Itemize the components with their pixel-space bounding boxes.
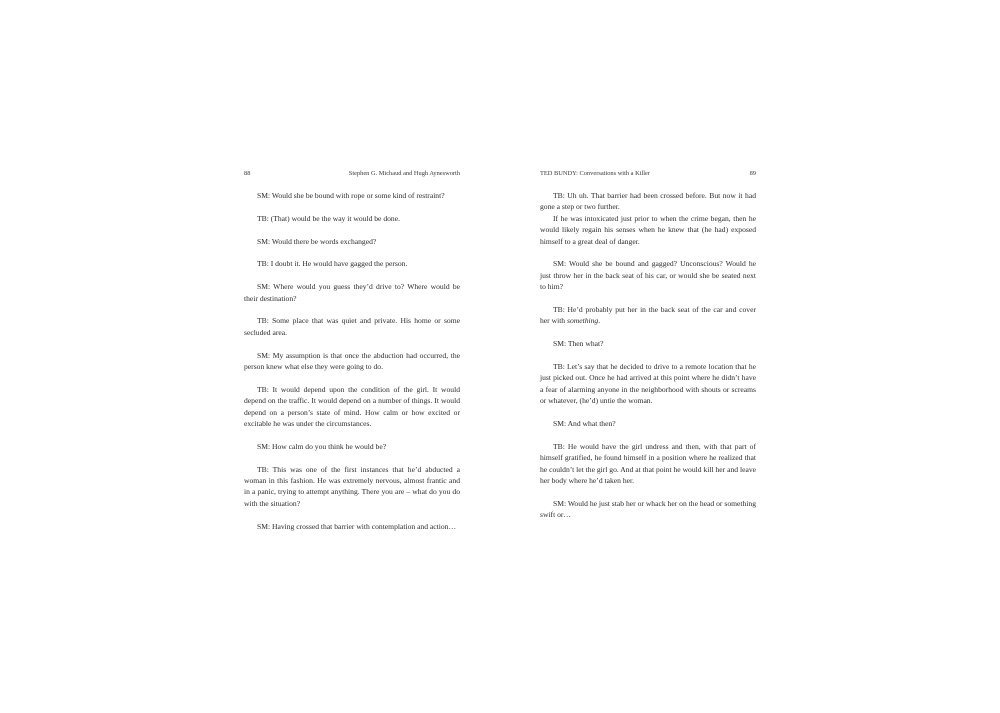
- left-running-head: Stephen G. Michaud and Hugh Aynesworth: [348, 170, 460, 177]
- paragraph: [540, 304, 756, 327]
- right-running-head: TED BUNDY: Conversations with a Killer: [540, 170, 650, 177]
- paragraph: SM: Would there be words exchanged?: [257, 236, 377, 246]
- paragraph: SM: And what then?: [553, 419, 616, 429]
- left-page-body: [244, 190, 460, 532]
- paragraph: SM: Where would you guess they’d drive to? Where would be their destination?: [244, 282, 460, 303]
- paragraph: TB: Let’s say that he decided to drive to a remote location that he just picked out. Once he had arrived at this point where he didn’t have a fear of alarming anyone in the neighborhood with shouts or screams or whatever, (he’d) untie the woman.: [540, 362, 756, 406]
- right-page-body: [540, 190, 756, 521]
- left-page-number: 88: [244, 170, 251, 177]
- left-page-header: [244, 168, 460, 180]
- left-page: [244, 168, 460, 543]
- paragraph-text: TB: He’d probably put her in the back seat of the car and cover her with: [540, 305, 756, 326]
- paragraph: TB: (That) would be the way it would be done.: [257, 213, 400, 223]
- italic-emphasis: something: [567, 316, 599, 326]
- paragraph: TB: Some place that was quiet and private. His home or some secluded area.: [244, 316, 460, 337]
- paragraph-period: .: [598, 316, 601, 326]
- paragraph: TB: He would have the girl undress and then, with that part of himself gratified, he found himself in a position where he realized that he couldn’t let the girl go. And at that point he would kill her and leave her body where he’d taken her.: [540, 441, 756, 486]
- paragraph: TB: Uh uh. That barrier had been crossed before. But now it had gone a step or two further.: [540, 191, 756, 212]
- paragraph: SM: Would she be bound and gagged? Unconscious? Would he just throw her in the back seat of his car, or would she be seated next to him?: [540, 259, 756, 292]
- right-page-header: [540, 168, 756, 180]
- paragraph: SM: My assumption is that once the abduction had occurred, the person knew what else they were going to do.: [244, 350, 460, 371]
- paragraph: SM: Having crossed that barrier with contemplation and action…: [257, 521, 457, 531]
- right-page: [540, 168, 756, 532]
- paragraph: If he was intoxicated just prior to when the crime began, then he would likely regain his senses when he knew that (he had) exposed himself to a great deal of danger.: [540, 213, 756, 246]
- paragraph: TB: It would depend upon the condition of the girl. It would depend on the traffic. It would depend on a number of things. It would depend on a person’s state of mind. How calm or how excited or excitable he was under the circumstances.: [244, 384, 460, 429]
- right-page-number: 89: [749, 170, 756, 177]
- paragraph: SM: Then what?: [553, 339, 604, 349]
- paragraph: SM: Would she be bound with rope or some kind of restraint?: [257, 191, 445, 200]
- paragraph: TB: I doubt it. He would have gagged the person.: [257, 259, 408, 269]
- paragraph: TB: This was one of the first instances that he’d abducted a woman in this fashion. He was extremely nervous, almost frantic and in a panic, trying to attempt anything. There you are – what do you do with the situation?: [244, 464, 460, 508]
- paragraph: SM: Would he just stab her or whack her on the head or something swift or…: [540, 498, 756, 520]
- paragraph: SM: How calm do you think he would be?: [257, 441, 387, 451]
